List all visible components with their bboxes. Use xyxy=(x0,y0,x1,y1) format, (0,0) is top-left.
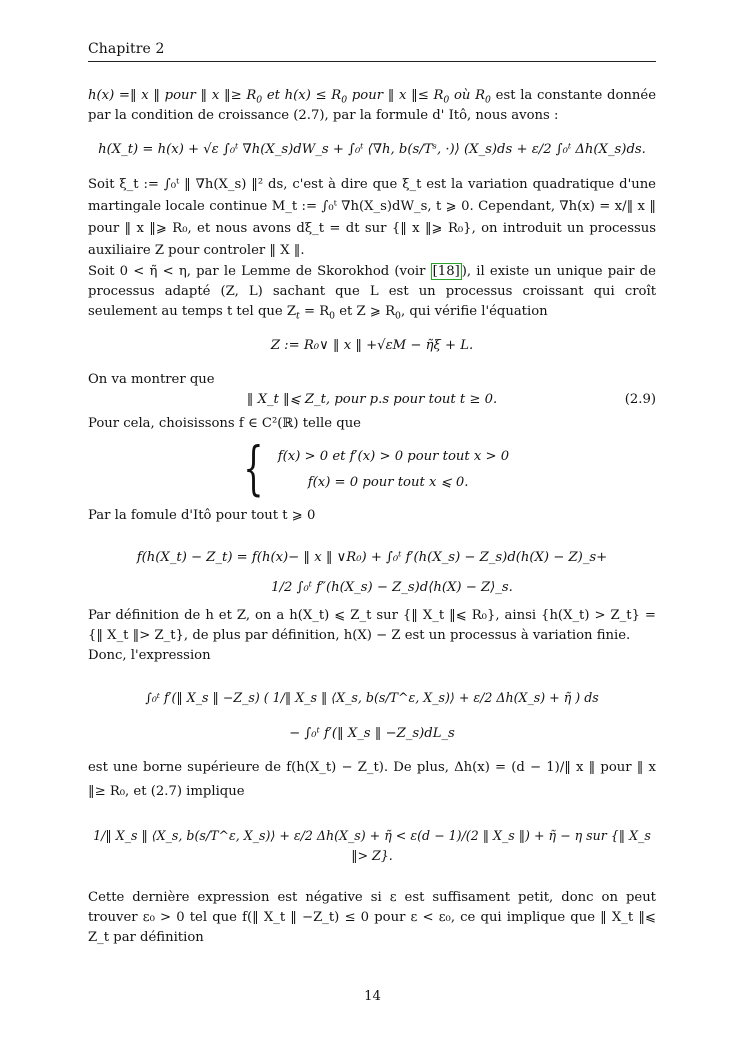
citation-link[interactable]: [18] xyxy=(432,264,460,279)
p3-text-e: , qui vérifie l'équation xyxy=(400,304,548,319)
paragraph-8: Donc, l'expression xyxy=(88,648,211,663)
p1-text-c: et h(x) ≤ R xyxy=(262,88,342,103)
running-header: Chapitre 2 xyxy=(88,41,165,57)
p3-text-b: ), il existe un unique pair de processus adapté (Z, L) sachant que L est un processus croissant qui croît seulement au temps t tel que Z xyxy=(88,264,656,319)
p1-sub-1: 0 xyxy=(256,94,263,106)
equation-ito-h: h(X_t) = h(x) + √ε ∫₀ᵗ ∇h(X_s)dW_s + ∫₀ᵗ ⟨∇h, b(s/Tˢ, ·)⟩ (X_s)ds + ε/2 ∫₀ᵗ Δh(X_s)ds. xyxy=(98,142,646,157)
page-number: 14 xyxy=(364,989,381,1004)
p1-sub-4: 0 xyxy=(485,94,491,106)
equation-bound-line1: ∫₀ᵗ f′(‖ X_s ‖ −Z_s) ( 1/‖ X_s ‖ ⟨X_s, b(s/T^ε, X_s)⟩ + ε/2 Δh(X_s) + η̃ ) ds xyxy=(145,690,599,705)
p3-text-c: = R xyxy=(299,304,330,319)
p3-sub-0a: 0 xyxy=(329,310,336,322)
p3-sub-t: t xyxy=(296,310,300,322)
page-body xyxy=(88,86,656,948)
equation-2-9-body: ‖ X_t ‖⩽ Z_t, pour p.s pour tout t ≥ 0. xyxy=(246,392,498,407)
p3-text-a: Soit 0 < η̃ < η, par le Lemme de Skorokhod (voir xyxy=(88,264,431,279)
paragraph-7: Par définition de h et Z, on a h(X_t) ⩽ Z_t sur {‖ X_t ‖⩽ R₀}, ainsi {h(X_t) > Z_t} = {‖ X_t ‖> Z_t}, de plus par définition, h(X) − Z est un processus à variation finie. xyxy=(88,608,656,643)
equation-number: (2.9) xyxy=(624,392,656,407)
p1-text-e: où R xyxy=(449,88,486,103)
equation-skorokhod: Z := R₀∨ ‖ x ‖ +√εM − η̃ξ + L. xyxy=(270,338,474,353)
p1-text-f: est la constante donnée par la condition de croissance (2.7), par la formule d' Itô, nous avons : xyxy=(88,88,656,123)
paragraph-3 xyxy=(88,262,656,322)
left-brace: { xyxy=(243,434,264,502)
paragraph-2: Soit ξ_t := ∫₀ᵗ ‖ ∇h(X_s) ‖² ds, c'est à dire que ξ_t est la variation quadratique d'une martingale locale continue M_t := ∫₀ᵗ ∇h(X_s)dW_s, t ⩾ 0. Cependant, ∇h(x) = x/‖ x ‖ pour ‖ x ‖⩾ R₀, et nous avons dξ_t = dt sur {‖ x ‖⩾ R₀}, on introduit un processus auxiliaire Z pour controler ‖ X ‖. xyxy=(88,177,656,258)
cases-lines xyxy=(278,440,509,498)
paragraph-10: Cette dernière expression est négative si ε est suffisament petit, donc on peut trouver ε₀ > 0 tel que f(‖ X_t ‖ −Z_t) ≤ 0 pour ε < ε₀, ce qui implique que ‖ X_t ‖⩽ Z_t par définition xyxy=(88,890,656,945)
p1-text-a: h(x) =‖ x ‖ pour ‖ x ‖≥ R xyxy=(88,88,257,103)
case-2: f(x) = 0 pour tout x ⩽ 0. xyxy=(307,475,469,490)
paragraph-4: On va montrer que xyxy=(88,372,215,387)
paragraph-9: est une borne supérieure de f(h(X_t) − Z_t). De plus, Δh(x) = (d − 1)/‖ x ‖ pour ‖ x ‖≥ R₀, et (2.7) implique xyxy=(88,760,656,799)
p1-text-d: pour ‖ x ‖≤ R xyxy=(347,88,444,103)
header-rule xyxy=(88,61,656,62)
p1-sub-2: 0 xyxy=(341,94,348,106)
equation-ito-f-line1: f(h(X_t) − Z_t) = f(h(x)− ‖ x ‖ ∨R₀) + ∫₀ᵗ f′(h(X_s) − Z_s)d(h(X) − Z)_s+ xyxy=(136,550,608,565)
equation-bound-line2: − ∫₀ᵗ f′(‖ X_s ‖ −Z_s)dL_s xyxy=(289,726,455,741)
cases-block xyxy=(88,434,656,502)
equation-2-9 xyxy=(88,390,656,410)
case-1: f(x) > 0 et f′(x) > 0 pour tout x > 0 xyxy=(277,449,510,464)
equation-inequality: 1/‖ X_s ‖ ⟨X_s, b(s/T^ε, X_s)⟩ + ε/2 Δh(X_s) + η̃ < ε(d − 1)/(2 ‖ X_s ‖) + η̃ − η sur {‖ X_s ‖> Z}. xyxy=(93,828,651,863)
p3-text-d: et Z ⩾ R xyxy=(335,304,396,319)
paragraph-6: Par la fomule d'Itô pour tout t ⩾ 0 xyxy=(88,508,316,523)
p1-sub-3: 0 xyxy=(443,94,450,106)
p3-sub-0b: 0 xyxy=(395,310,401,322)
equation-ito-f-line2: 1/2 ∫₀ᵗ f″(h(X_s) − Z_s)d⟨h(X) − Z⟩_s. xyxy=(271,580,513,595)
paragraph-5: Pour cela, choisissons f ∈ C²(ℝ) telle que xyxy=(88,416,361,431)
paragraph-1 xyxy=(88,86,656,126)
